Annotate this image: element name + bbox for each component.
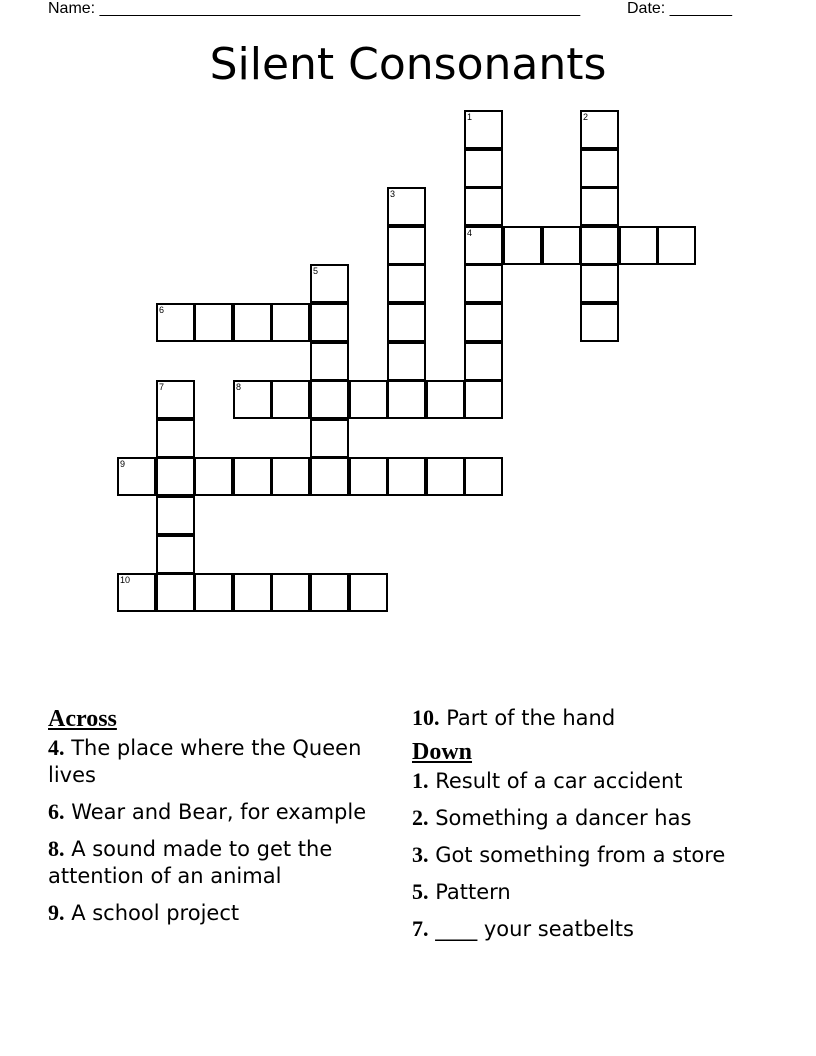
grid-cell[interactable] [349, 573, 388, 612]
cell-number: 4 [467, 228, 473, 238]
grid-cell[interactable] [156, 419, 195, 458]
grid-cell[interactable] [580, 226, 619, 265]
grid-cell[interactable] [156, 535, 195, 574]
cell-number: 1 [467, 112, 473, 122]
cell-number: 8 [236, 382, 242, 392]
grid-cell[interactable] [580, 110, 619, 149]
clue-number: 9. [48, 900, 65, 925]
cell-number: 5 [313, 266, 319, 276]
grid-cell[interactable] [117, 457, 156, 496]
across-clue [48, 899, 368, 927]
clue-text: Got something from a store [435, 843, 726, 867]
grid-cell[interactable] [233, 380, 272, 419]
grid-cell[interactable] [271, 303, 310, 342]
clue-number: 5. [412, 879, 429, 904]
clue-text: A sound made to get the attention of an animal [48, 837, 333, 888]
clue-text: ____ your seatbelts [435, 917, 634, 941]
down-clue [412, 767, 792, 795]
grid-cell[interactable] [194, 303, 233, 342]
grid-cell[interactable] [580, 264, 619, 303]
grid-cell[interactable] [194, 457, 233, 496]
cell-number: 3 [390, 189, 396, 199]
grid-cell[interactable] [464, 457, 503, 496]
grid-cell[interactable] [156, 496, 195, 535]
grid-cell[interactable] [580, 187, 619, 226]
grid-cell[interactable] [542, 226, 581, 265]
grid-cell[interactable] [387, 264, 426, 303]
clue-number: 1. [412, 768, 429, 793]
clue-number: 3. [412, 842, 429, 867]
grid-cell[interactable] [310, 380, 349, 419]
grid-cell[interactable] [464, 187, 503, 226]
grid-cell[interactable] [310, 457, 349, 496]
grid-cell[interactable] [310, 342, 349, 381]
clue-text: The place where the Queen lives [48, 736, 362, 787]
grid-cell[interactable] [580, 303, 619, 342]
cell-number: 2 [583, 112, 589, 122]
clue-column-left [48, 704, 368, 936]
grid-cell[interactable] [387, 457, 426, 496]
grid-cell[interactable] [464, 380, 503, 419]
grid-cell[interactable] [387, 380, 426, 419]
grid-cell[interactable] [310, 573, 349, 612]
grid-cell[interactable] [156, 573, 195, 612]
across-clue [48, 835, 368, 890]
grid-cell[interactable] [426, 457, 465, 496]
grid-cell[interactable] [464, 264, 503, 303]
clue-text: Something a dancer has [435, 806, 692, 830]
grid-cell[interactable] [464, 303, 503, 342]
grid-cell[interactable] [464, 110, 503, 149]
grid-cell[interactable] [580, 149, 619, 188]
clue-number: 10. [412, 705, 440, 730]
across-clue [48, 798, 368, 826]
grid-cell[interactable] [310, 303, 349, 342]
clue-column-right [412, 704, 792, 952]
across-heading: Across [48, 706, 117, 732]
grid-cell[interactable] [156, 380, 195, 419]
grid-cell[interactable] [464, 342, 503, 381]
grid-cell[interactable] [464, 149, 503, 188]
grid-cell[interactable] [310, 419, 349, 458]
grid-cell[interactable] [387, 187, 426, 226]
grid-cell[interactable] [156, 457, 195, 496]
grid-cell[interactable] [657, 226, 696, 265]
clue-text: A school project [71, 901, 240, 925]
grid-cell[interactable] [310, 264, 349, 303]
clue-text: Pattern [435, 880, 511, 904]
grid-cell[interactable] [387, 303, 426, 342]
clue-text: Part of the hand [446, 706, 616, 730]
down-clue [412, 804, 792, 832]
grid-cell[interactable] [619, 226, 658, 265]
grid-cell[interactable] [233, 573, 272, 612]
clue-number: 6. [48, 799, 65, 824]
grid-cell[interactable] [233, 457, 272, 496]
grid-cell[interactable] [503, 226, 542, 265]
grid-cell[interactable] [271, 457, 310, 496]
grid-cell[interactable] [271, 380, 310, 419]
clue-text: Wear and Bear, for example [71, 800, 367, 824]
grid-cell[interactable] [464, 226, 503, 265]
grid-cell[interactable] [426, 380, 465, 419]
grid-cell[interactable] [387, 226, 426, 265]
clue-number: 4. [48, 735, 65, 760]
cell-number: 10 [120, 575, 131, 585]
down-clue [412, 841, 792, 869]
clue-number: 8. [48, 836, 65, 861]
cell-number: 7 [159, 382, 165, 392]
grid-cell[interactable] [194, 573, 233, 612]
down-clue [412, 915, 792, 943]
grid-cell[interactable] [349, 380, 388, 419]
grid-cell[interactable] [117, 573, 156, 612]
cell-number: 9 [120, 459, 126, 469]
page-title: Silent Consonants [209, 39, 607, 90]
clue-text: Result of a car accident [435, 769, 683, 793]
grid-cell[interactable] [349, 457, 388, 496]
cell-number: 6 [159, 305, 165, 315]
across-clue [48, 734, 368, 789]
grid-cell[interactable] [271, 573, 310, 612]
down-clue [412, 878, 792, 906]
across-clue [412, 704, 792, 732]
name-field-line: Name: ______________________________________________________ [48, 0, 581, 17]
grid-cell[interactable] [156, 303, 195, 342]
grid-cell[interactable] [233, 303, 272, 342]
grid-cell[interactable] [387, 342, 426, 381]
date-field-line: Date: _______ [627, 0, 732, 17]
clue-number: 7. [412, 916, 429, 941]
clue-number: 2. [412, 805, 429, 830]
down-heading: Down [412, 739, 473, 765]
